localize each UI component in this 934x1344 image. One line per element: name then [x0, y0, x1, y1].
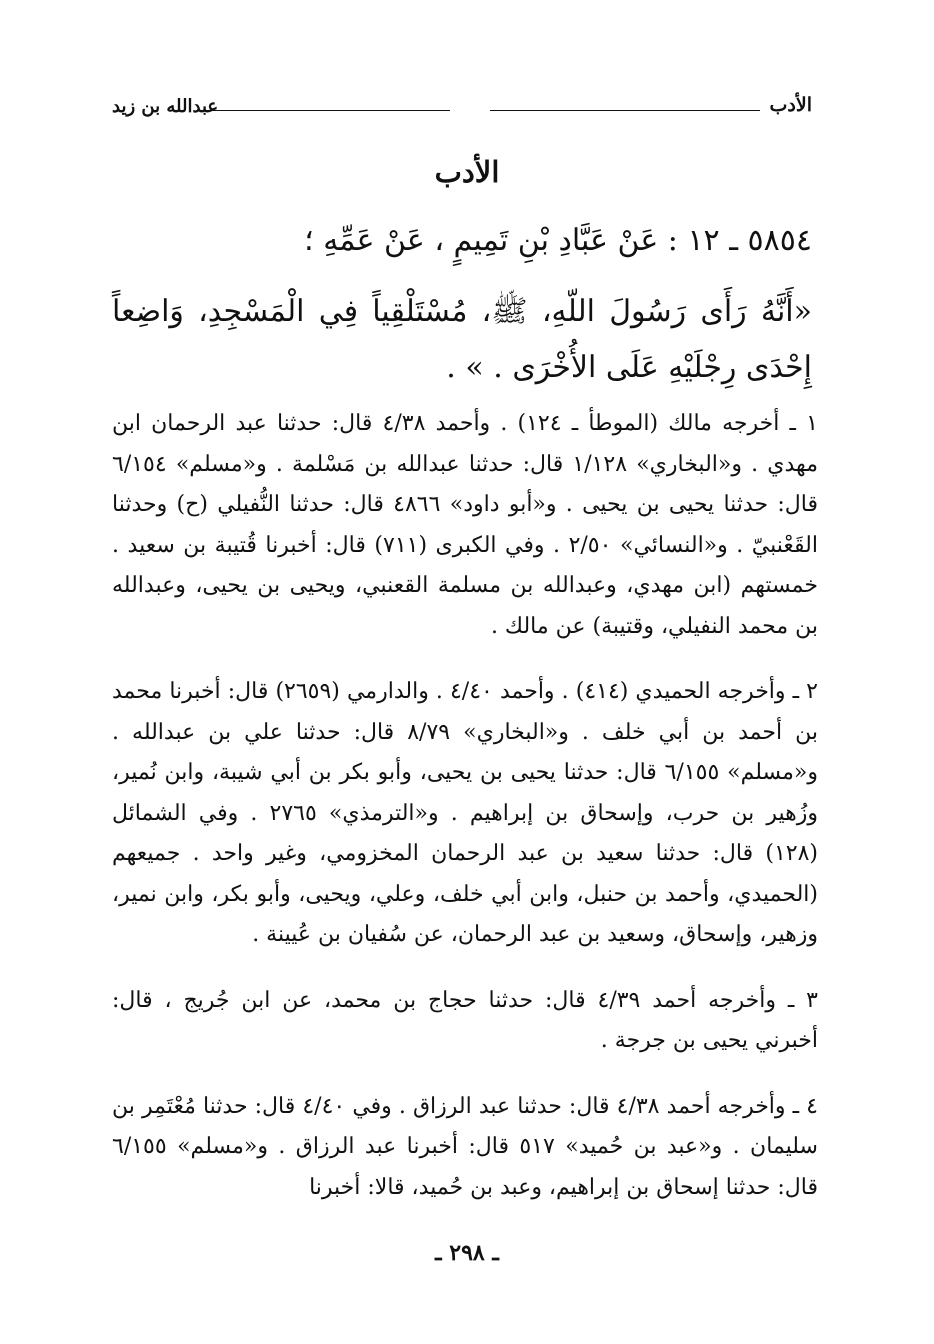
header-rule-left — [210, 110, 450, 111]
header-rule-right — [490, 110, 760, 111]
hadith-text: «أَنَّهُ رَأَى رَسُولَ اللّهِ، ﷺ، مُسْتَلْقِياً فِي الْمَسْجِدِ، وَاضِعاً إِحْدَى رِجْلَيْهِ عَلَى الأُخْرَى . » . — [112, 294, 812, 385]
running-header-section: الأدب — [769, 94, 812, 116]
footnote-1: ١ ـ أخرجه مالك (الموطأ ـ ١٢٤) . وأحمد ٤/٣٨ قال: حدثنا عبد الرحمان ابن مهدي . و«البخاري» ١/١٢٨ قال: حدثنا عبدالله بن مَسْلمة . و«مسلم» ٦/١٥٤ قال: حدثنا يحيى بن يحيى . و«أبو داود» ٤٨٦٦ قال: حدثنا النُّفيلي (ح) وحدثنا القَعْنبيّ . و«النسائي» ٢/٥٠ . وفي الكبرى (٧١١) قال: أخبرنا قُتيبة بن سعيد . خمستهم (ابن مهدي، وعبدالله بن مسلمة القعنبي، ويحيى بن يحيى، وعبدالله بن محمد النفيلي، وقتيبة) عن مالك . — [112, 411, 818, 639]
footnote-2: ٢ ـ وأخرجه الحميدي (٤١٤) . وأحمد ٤/٤٠ . والدارمي (٢٦٥٩) قال: أخبرنا محمد بن أحمد بن أبي خلف . و«البخاري» ٨/٧٩ قال: حدثنا علي بن عبدالله . و«مسلم» ٦/١٥٥ قال: حدثنا يحيى بن يحيى، وأبو بكر بن أبي شيبة، وابن نُمير، وزُهير بن حرب، وإسحاق بن إبراهيم . و«الترمذي» ٢٧٦٥ . وفي الشمائل (١٢٨) قال: حدثنا سعيد بن عبد الرحمان المخزومي، وغير واحد . جميعهم (الحميدي، وأحمد بن حنبل، وابن أبي خلف، وعلي، ويحيى، وأبو بكر، وابن نمير، وزهير، وإسحاق، وسعيد بن عبد الرحمان، عن سُفيان بن عُيينة . — [112, 679, 819, 947]
footnote-3: ٣ ـ وأخرجه أحمد ٤/٣٩ قال: حدثنا حجاج بن محمد، عن ابن جُريج ، قال: أخبرني يحيى بن جرجة . — [112, 987, 818, 1053]
chapter-title: الأدب — [434, 155, 500, 189]
running-header-narrator: عبدالله بن زيد — [112, 96, 219, 117]
footnote-4: ٤ ـ وأخرجه أحمد ٤/٣٨ قال: حدثنا عبد الرزاق . وفي ٤/٤٠ قال: حدثنا مُعْتَمِر بن سليمان . و«عبد بن حُميد» ٥١٧ قال: أخبرنا عبد الرزاق . و«مسلم» ٦/١٥٥ قال: حدثنا إسحاق بن إبراهيم، وعبد بن حُميد، قالا: أخبرنا — [112, 1093, 818, 1200]
running-header — [112, 92, 812, 122]
footnotes — [112, 404, 818, 1233]
hadith-heading: ٥٨٥٤ ـ ١٢ : عَنْ عَبَّادِ بْنِ تَمِيمٍ ، عَنْ عَمِّهِ ؛ — [304, 223, 812, 258]
page-number: ـ ٢٩٨ ـ — [435, 1240, 499, 1266]
